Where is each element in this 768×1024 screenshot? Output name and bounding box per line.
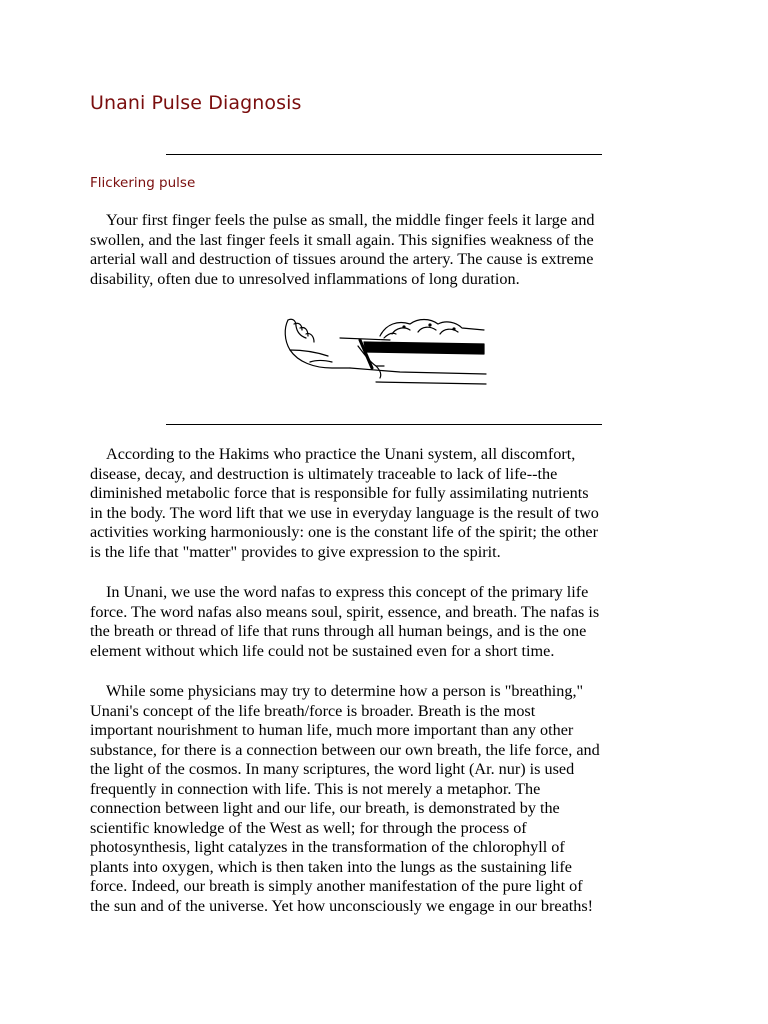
paragraph-flickering-pulse: Your first finger feels the pulse as small, the middle finger feels it large and swollen, and the last finger feels it small again. This signifies weakness of the arterial wall and destruction of tissues around the artery. The cause is extreme disability, often due to unresolved inflammations of long duration. bbox=[90, 211, 595, 288]
section-heading: Flickering pulse bbox=[90, 175, 196, 191]
paragraph-nafas: In Unani, we use the word nafas to express this concept of the primary life force. The word nafas also means soul, spirit, essence, and breath. The nafas is the breath or thread of life that runs through all human beings, and is the one element without which life could not be sustained even for a short time. bbox=[90, 583, 600, 660]
page-title: Unani Pulse Diagnosis bbox=[90, 92, 302, 114]
horizontal-rule-middle bbox=[166, 424, 602, 425]
paragraph-hakims: According to the Hakims who practice the Unani system, all discomfort, disease, decay, and destruction is ultimately traceable to lack of life--the diminished metabolic force that is responsible for fully assimilating nutrients in the body. The word lift that we use in everyday language is the result of two activities working harmoniously: one is the constant life of the spirit; the other is the life that "matter" provides to give expression to the spirit. bbox=[90, 445, 599, 561]
pulse-reading-hand-illustration bbox=[280, 310, 488, 388]
paragraph-breath: While some physicians may try to determine how a person is "breathing," Unani's concept of the life breath/force is broader. Breath is the most important nourishment to human life, much more important than any other substance, for there is a connection between our own breath, the life force, and the light of the cosmos. In many scriptures, the word light (Ar. nur) is used frequently in connection with life. This is not merely a metaphor. The connection between light and our life, our breath, is demonstrated by the scientific knowledge of the West as well; for through the process of photosynthesis, light catalyzes in the transformation of the chlorophyll of plants into oxygen, which is then taken into the lungs as the sustaining life force. Indeed, our breath is simply another manifestation of the pure light of the sun and of the universe. Yet how unconsciously we engage in our breaths! bbox=[90, 682, 600, 915]
horizontal-rule-top bbox=[166, 154, 602, 155]
